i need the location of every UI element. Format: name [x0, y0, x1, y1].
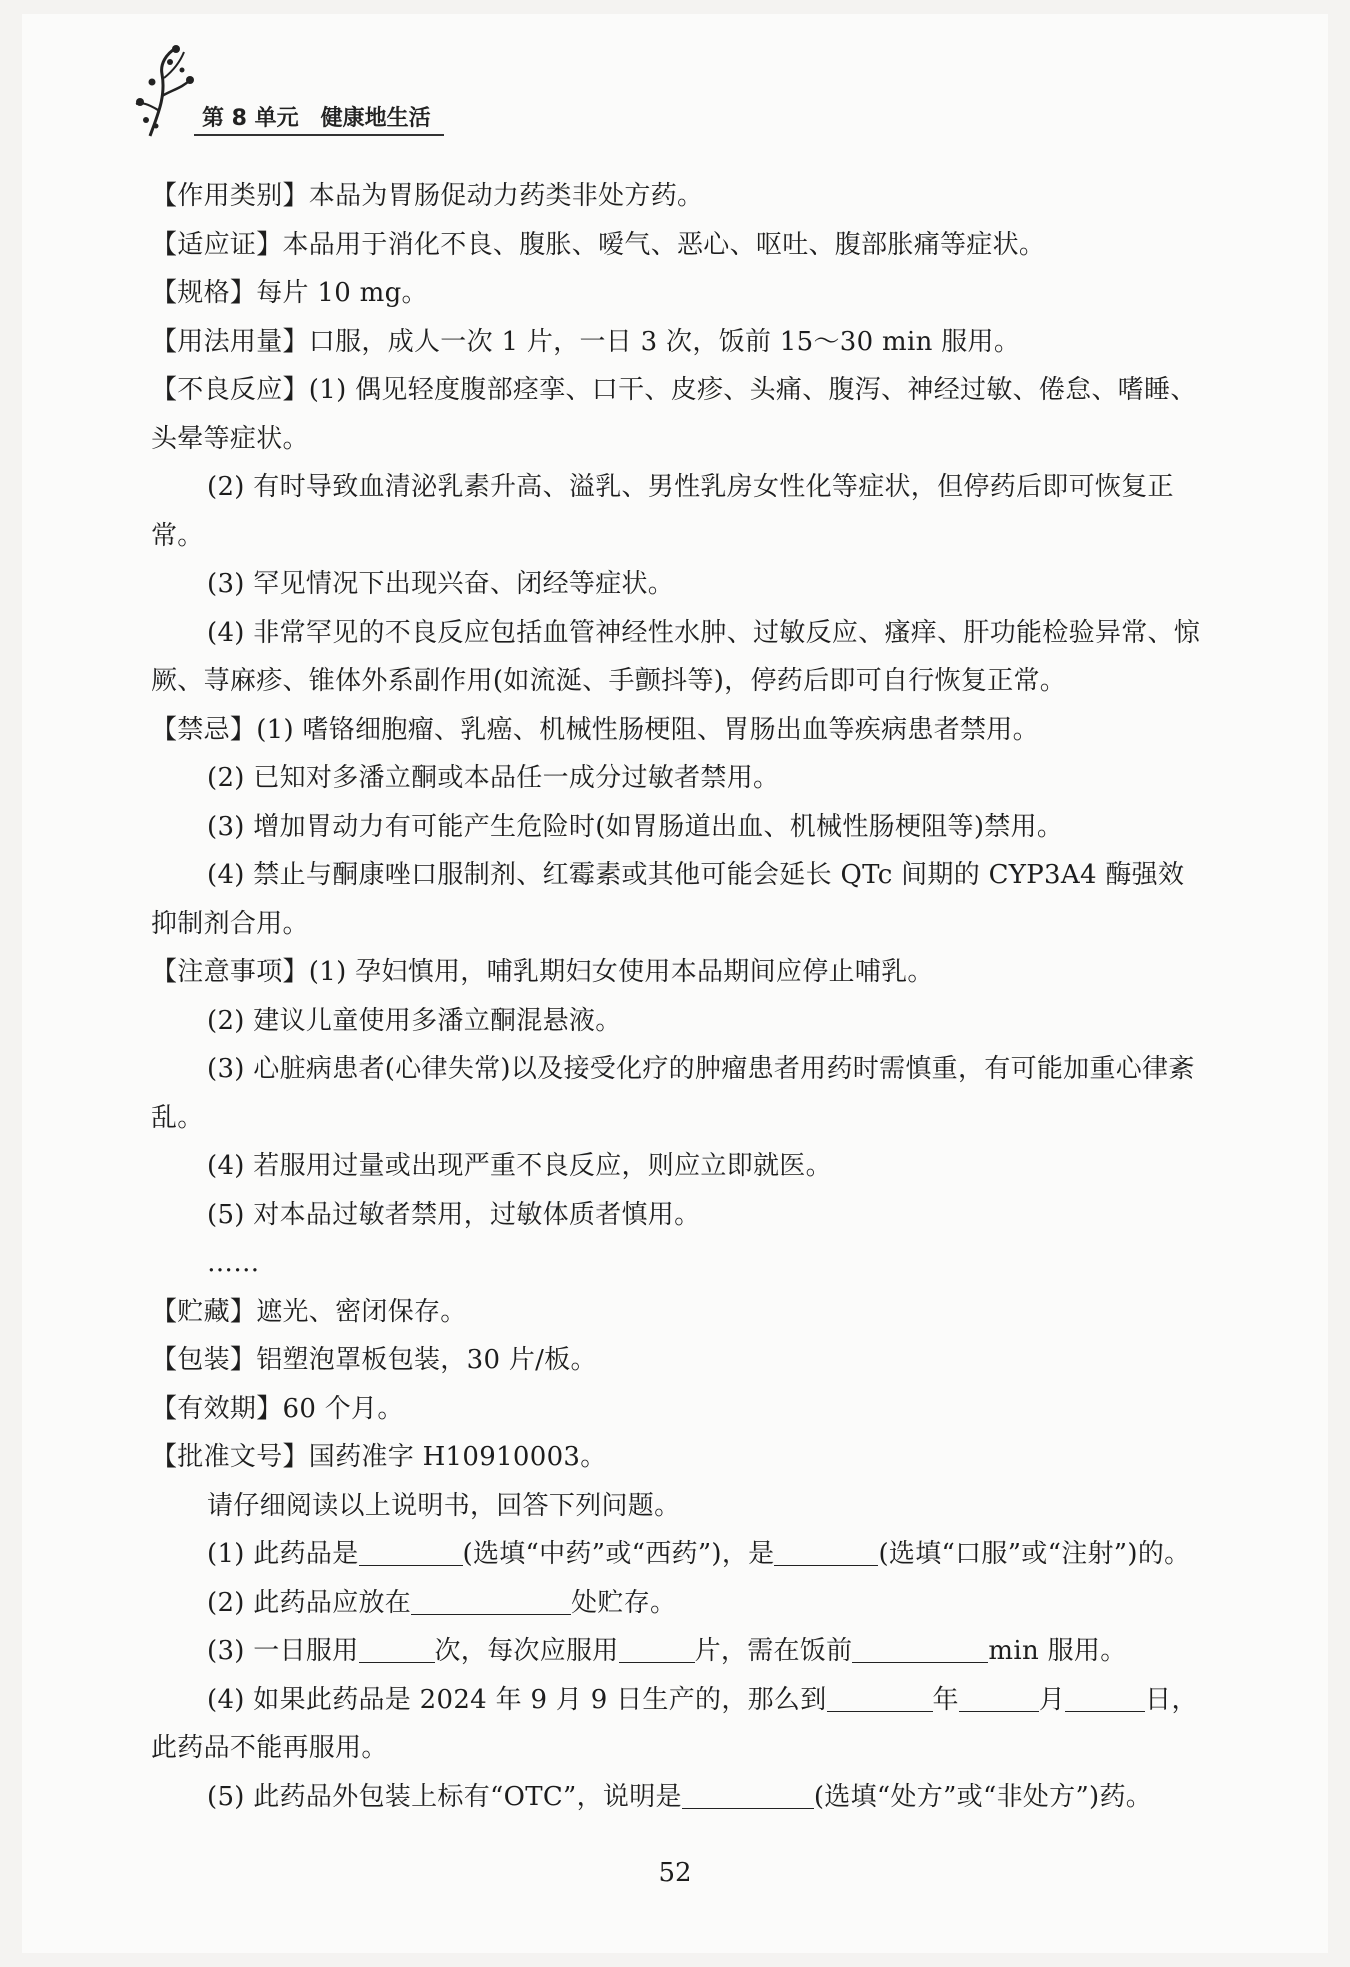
document-body [151, 172, 1205, 1821]
text-line: (3) 罕见情况下出现兴奋、闭经等症状。 [207, 569, 675, 599]
text-line: (4) 若服用过量或出现严重不良反应，则应立即就医。 [207, 1151, 832, 1181]
question-3: (3) 一日服用 次，每次应服用 片，需在饭前 min 服用。 [151, 1627, 1205, 1676]
question-4-cont: 此药品不能再服用。 [151, 1733, 388, 1763]
answer-blank-3a[interactable] [359, 1632, 435, 1663]
text-line: 【规格】每片 10 mg。 [151, 278, 428, 308]
text-line: 【有效期】60 个月。 [151, 1393, 404, 1424]
running-header [132, 44, 452, 140]
question-1: (1) 此药品是 (选填“中药”或“西药”)，是 (选填“口服”或“注射”)的。 [151, 1530, 1205, 1579]
text-line: (4) 禁止与酮康唑口服制剂、红霉素或其他可能会延长 QTc 间期的 CYP3A4 酶强效抑制剂合用。 [151, 860, 1185, 939]
header-rule [194, 134, 444, 136]
answer-blank-3b[interactable] [619, 1632, 695, 1663]
text-line: 【用法用量】口服，成人一次 1 片，一日 3 次，饭前 15～30 min 服用。 [151, 326, 1021, 357]
text-line: (3) 增加胃动力有可能产生危险时(如胃肠道出血、机械性肠梗阻等)禁用。 [207, 811, 1064, 842]
text-line: 【贮藏】遮光、密闭保存。 [151, 1296, 467, 1327]
question-5: (5) 此药品外包装上标有“OTC”，说明是 (选填“处方”或“非处方”)药。 [151, 1773, 1205, 1822]
text-line: (2) 建议儿童使用多潘立酮混悬液。 [207, 1005, 622, 1036]
answer-blank-1b[interactable] [774, 1535, 878, 1566]
text-line: (5) 对本品过敏者禁用，过敏体质者慎用。 [207, 1199, 701, 1230]
text-line: 【不良反应】(1) 偶见轻度腹部痉挛、口干、皮疹、头痛、腹泻、神经过敏、倦怠、嗜睡、头晕等症状。 [151, 375, 1197, 454]
text-line: 【作用类别】本品为胃肠促动力药类非处方药。 [151, 181, 704, 211]
answer-blank-5[interactable] [682, 1778, 814, 1809]
answer-blank-4-day[interactable] [1065, 1681, 1145, 1712]
unit-label: 第 8 单元 [202, 106, 299, 131]
text-line: 【包装】铝塑泡罩板包装，30 片/板。 [151, 1345, 597, 1375]
text-line: 【禁忌】(1) 嗜铬细胞瘤、乳癌、机械性肠梗阻、胃肠出血等疾病患者禁用。 [151, 714, 1039, 745]
text-line: 【适应证】本品用于消化不良、腹胀、嗳气、恶心、呕吐、腹部胀痛等症状。 [151, 229, 1046, 260]
text-line: (2) 有时导致血清泌乳素升高、溢乳、男性乳房女性化等症状，但停药后即可恢复正常。 [151, 472, 1174, 551]
text-line: (3) 心脏病患者(心律失常)以及接受化疗的肿瘤患者用药时需慎重，有可能加重心律紊乱。 [151, 1054, 1195, 1133]
text-line: 【批准文号】国药准字 H10910003。 [151, 1442, 607, 1472]
answer-blank-1a[interactable] [359, 1535, 463, 1566]
answer-blank-4-year[interactable] [827, 1681, 933, 1712]
question-4: (4) 如果此药品是 2024 年 9 月 9 日生产的，那么到 年 月 日， [151, 1676, 1205, 1725]
question-2: (2) 此药品应放在 处贮存。 [151, 1579, 1205, 1628]
page-number: 52 [658, 1858, 692, 1888]
answer-blank-2[interactable] [411, 1584, 571, 1615]
text-line: (4) 非常罕见的不良反应包括血管神经性水肿、过敏反应、瘙痒、肝功能检验异常、惊厥、荨麻疹、锥体外系副作用(如流涎、手颤抖等)，停药后即可自行恢复正常。 [151, 617, 1201, 696]
text-line: 【注意事项】(1) 孕妇慎用，哺乳期妇女使用本品期间应停止哺乳。 [151, 957, 934, 987]
answer-blank-3c[interactable] [852, 1632, 988, 1663]
plum-blossom-icon [132, 44, 212, 140]
text-line: (2) 已知对多潘立酮或本品任一成分过敏者禁用。 [207, 763, 780, 793]
answer-blank-4-month[interactable] [959, 1681, 1039, 1712]
ellipsis: …… [207, 1248, 260, 1278]
unit-title: 健康地生活 [320, 106, 431, 131]
question-prompt: 请仔细阅读以上说明书，回答下列问题。 [207, 1490, 681, 1521]
